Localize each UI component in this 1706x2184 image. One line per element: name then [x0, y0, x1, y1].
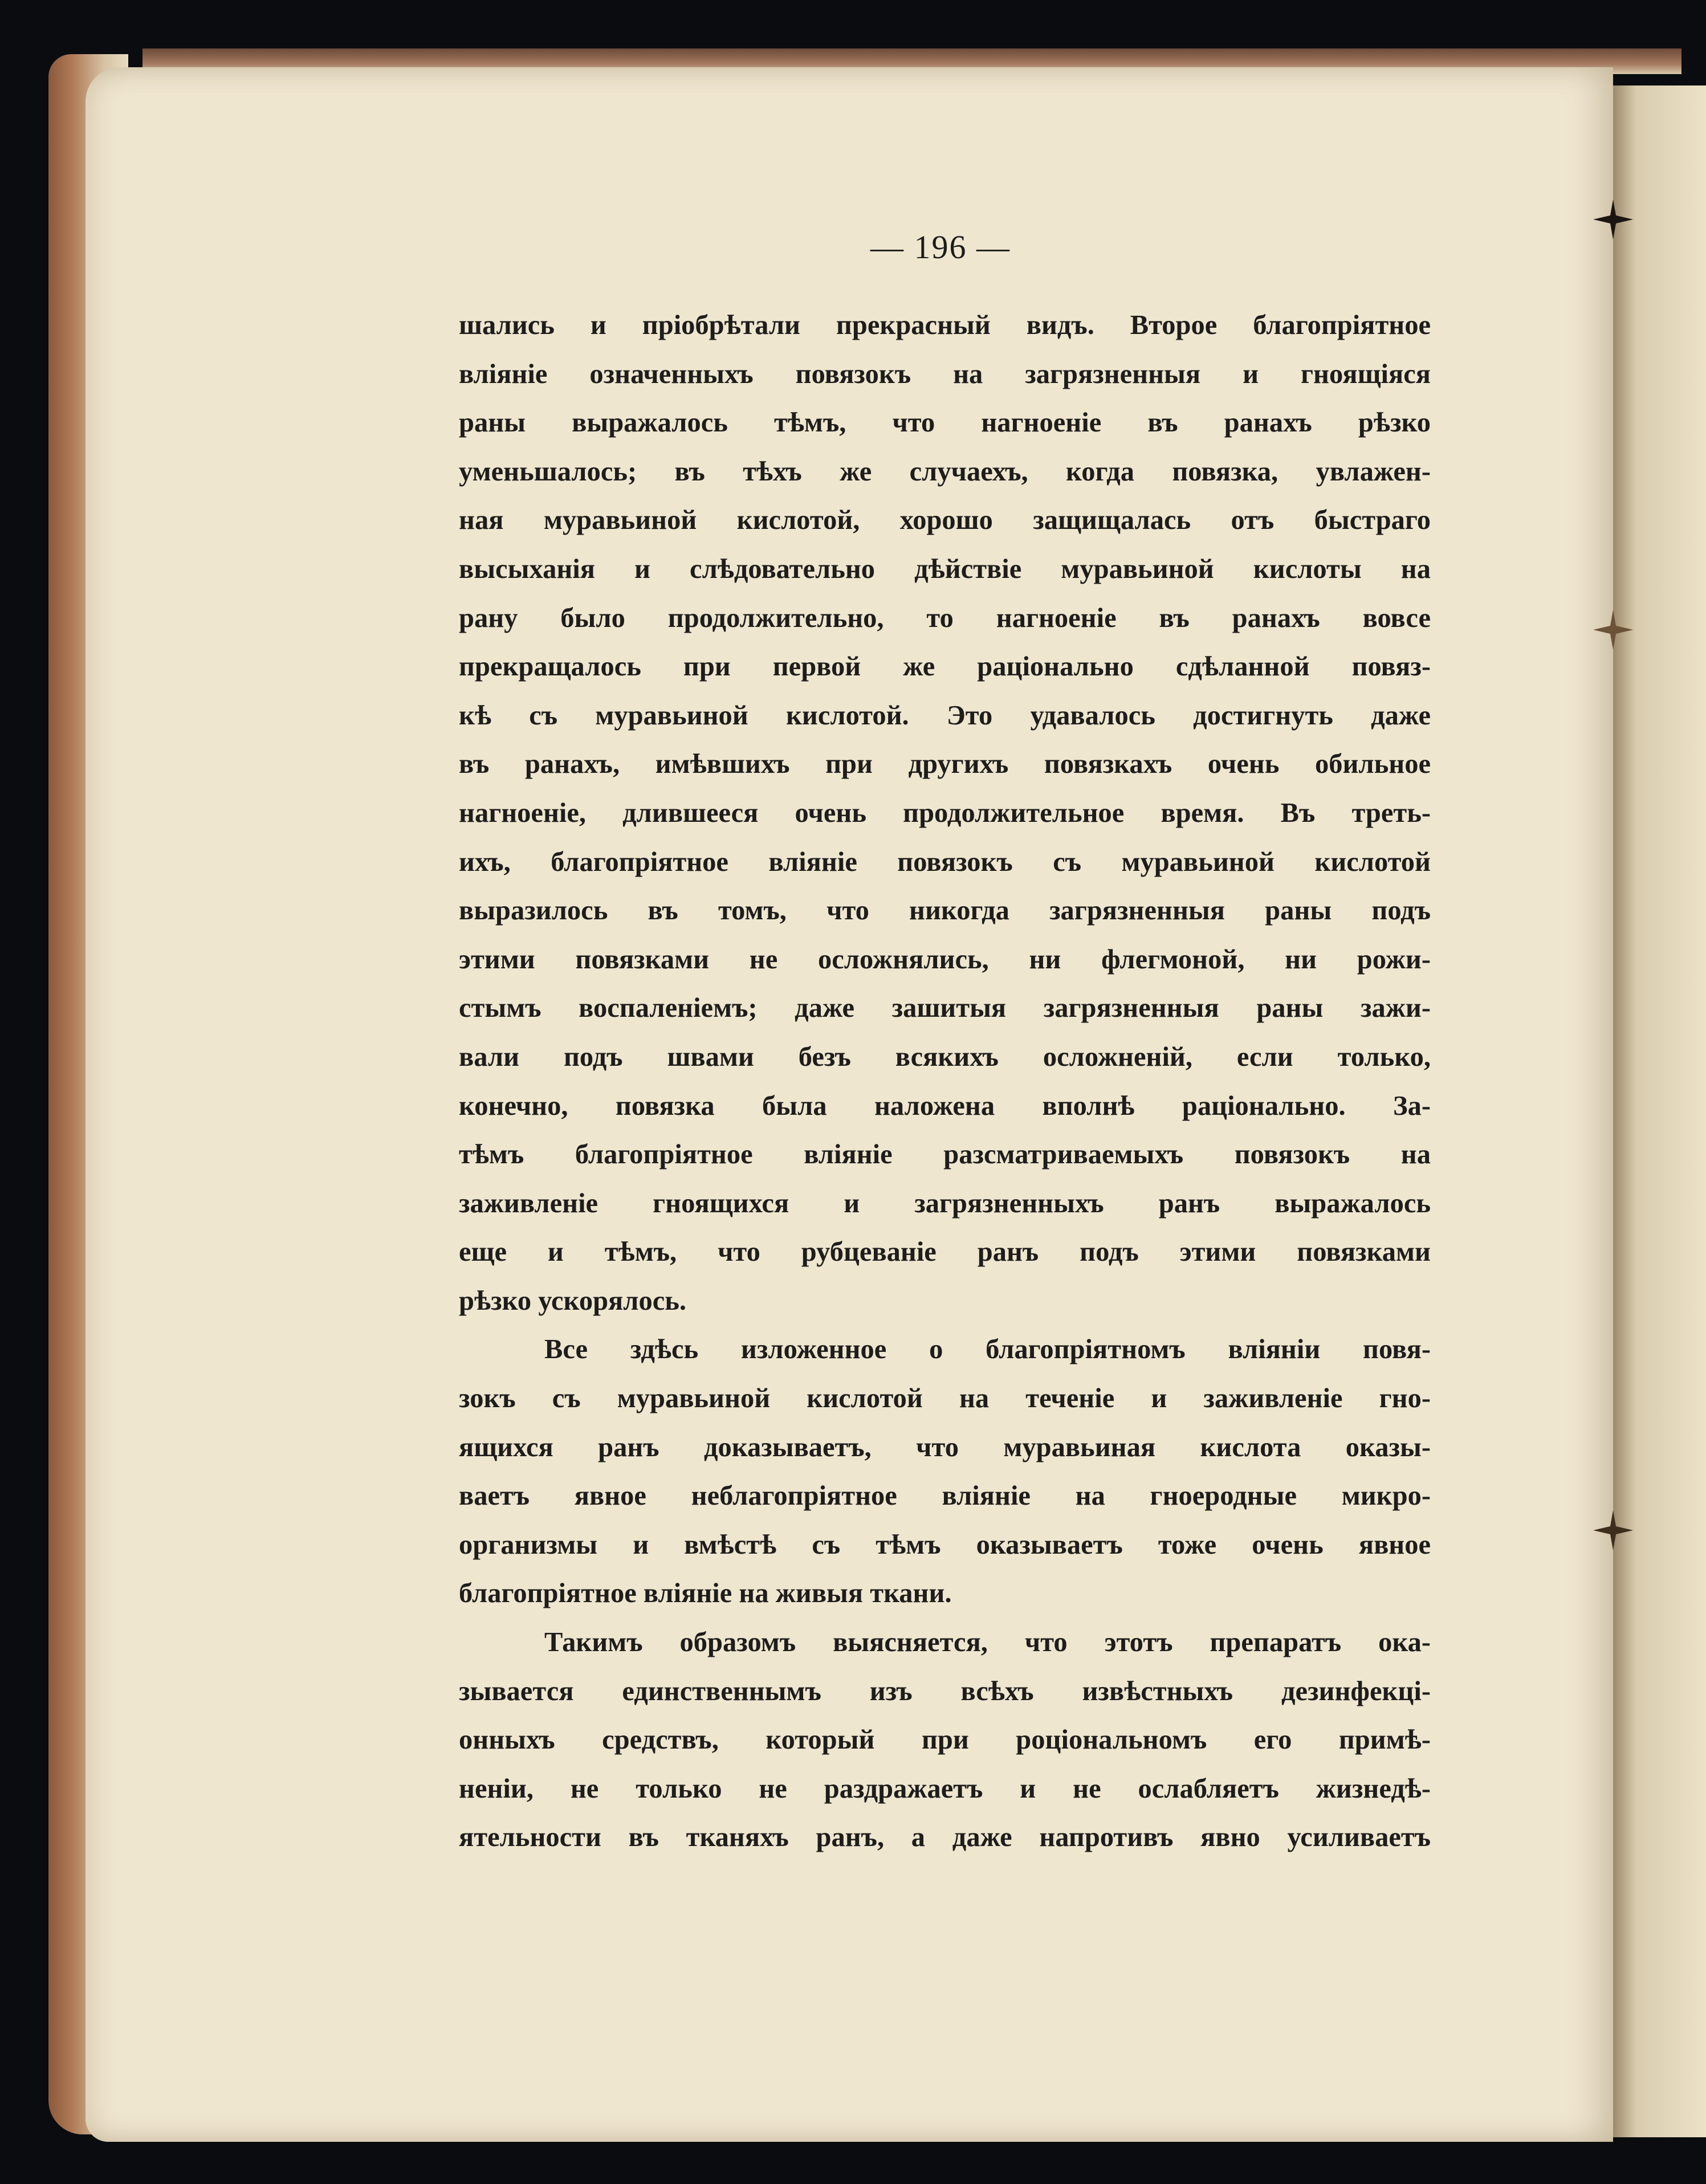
text-line: ная муравьиной кислотой, хорошо защищалась отъ быстраго: [459, 505, 1431, 536]
text-line: въ ранахъ, имѣвшихъ при другихъ повязкахъ очень обильное: [459, 749, 1431, 780]
text-line: высыханія и слѣдовательно дѣйствіе муравьиной кислоты на: [459, 553, 1431, 584]
text-line: вліяніе означенныхъ повязокъ на загрязненныя и гноящіяся: [459, 358, 1431, 389]
text-line: раны выражалось тѣмъ, что нагноеніе въ ранахъ рѣзко: [459, 408, 1431, 438]
text-line: ихъ, благопріятное вліяніе повязокъ съ муравьиной кислотой: [459, 846, 1431, 877]
text-line: нагноеніе, длившееся очень продолжительное время. Въ треть-: [459, 797, 1431, 828]
text-line: еще и тѣмъ, что рубцеваніе ранъ подъ этими повязками: [459, 1237, 1431, 1268]
text-line: Такимъ образомъ выясняется, что этотъ препаратъ ока-: [544, 1627, 1431, 1658]
text-line: заживленіе гноящихся и загрязненныхъ ранъ выражалось: [459, 1188, 1431, 1219]
paragraph: [459, 301, 1431, 1325]
paragraph: [459, 1325, 1431, 1618]
text-line: этими повязками не осложнялись, ни флегмоной, ни рожи-: [459, 944, 1431, 975]
text-line: неніи, не только не раздражаетъ и не ослабляетъ жизнедѣ-: [459, 1773, 1431, 1804]
text-line: тѣмъ благопріятное вліяніе разсматриваемыхъ повязокъ на: [459, 1139, 1431, 1170]
text-line: ятельности въ тканяхъ ранъ, а даже напротивъ явно усиливаетъ: [459, 1822, 1431, 1853]
text-line: кѣ съ муравьиной кислотой. Это удавалось достигнуть даже: [459, 700, 1431, 731]
text-line: рану было продолжительно, то нагноеніе въ ранахъ вовсе: [459, 602, 1431, 633]
text-line: Все здѣсь изложенное о благопріятномъ вліяніи повя-: [544, 1334, 1431, 1365]
text-line: онныхъ средствъ, который при роціональномъ его примѣ-: [459, 1725, 1431, 1755]
text-line: шались и пріобрѣтали прекрасный видъ. Второе благопріятное: [459, 310, 1431, 340]
text-line: выразилось въ томъ, что никогда загрязненныя раны подъ: [459, 895, 1431, 926]
text-line: прекращалось при первой же раціонально сдѣланной повяз-: [459, 651, 1431, 682]
text-line: зывается единственнымъ изъ всѣхъ извѣстныхъ дезинфекці-: [459, 1676, 1431, 1706]
paragraph: [459, 1618, 1431, 1862]
text-line: благопріятное вліяніе на живыя ткани.: [459, 1578, 952, 1609]
text-line: конечно, повязка была наложена вполнѣ раціонально. За-: [459, 1090, 1431, 1121]
text-line: ящихся ранъ доказываетъ, что муравьиная кислота оказы-: [459, 1432, 1431, 1462]
text-line: вали подъ швами безъ всякихъ осложненій, если только,: [459, 1041, 1431, 1072]
binding-thread-mark: [1593, 1510, 1633, 1550]
text-line: уменьшалось; въ тѣхъ же случаехъ, когда повязка, увлажен-: [459, 456, 1431, 487]
binding-thread-mark: [1593, 199, 1633, 239]
text-line: организмы и вмѣстѣ съ тѣмъ оказываетъ тоже очень явное: [459, 1529, 1431, 1560]
binding-thread-mark: [1593, 610, 1633, 650]
text-line: зокъ съ муравьиной кислотой на теченіе и заживленіе гно-: [459, 1383, 1431, 1414]
page-number: — 196 —: [870, 229, 1011, 266]
page-body-text: [459, 301, 1431, 1862]
text-line: стымъ воспаленіемъ; даже зашитыя загрязненныя раны зажи-: [459, 993, 1431, 1024]
facing-page-edge: [1613, 85, 1706, 2137]
text-line: ваетъ явное неблагопріятное вліяніе на гноеродные микро-: [459, 1481, 1431, 1511]
text-line: рѣзко ускорялось.: [459, 1285, 687, 1316]
